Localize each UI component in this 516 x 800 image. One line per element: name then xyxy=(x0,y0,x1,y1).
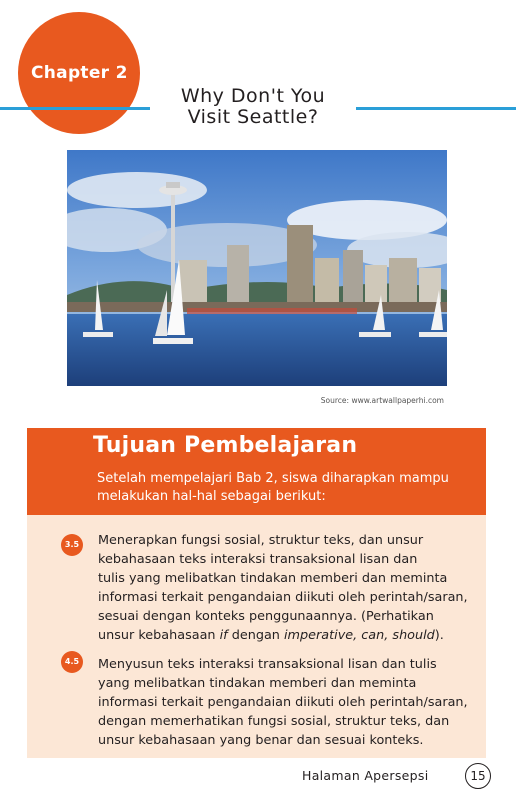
chapter-title-line2: Visit Seattle? xyxy=(187,106,319,128)
objective-line-emphasis: if xyxy=(219,628,228,643)
objectives-heading: Tujuan Pembelajaran xyxy=(93,433,358,458)
page-number: 15 xyxy=(465,763,491,789)
objective-item xyxy=(98,531,490,645)
objective-line: dengan memerhatikan fungsi sosial, struktur teks, dan xyxy=(98,714,450,729)
objective-line: informasi terkait pengandaian diikuti oleh perintah/saran, xyxy=(98,590,468,605)
chapter-title-line1: Why Don't You xyxy=(180,85,326,107)
objective-line-text: unsur kebahasaan xyxy=(98,628,220,643)
chapter-title xyxy=(150,86,356,128)
chapter-label: Chapter 2 xyxy=(31,63,128,83)
objectives-intro xyxy=(97,470,477,506)
objective-line: tulis yang melibatkan tindakan memberi dan meminta xyxy=(98,571,448,586)
objective-line: kebahasaan teks interaksi transaksional lisan dan xyxy=(98,552,418,567)
title-rule-left xyxy=(0,107,150,110)
objectives-intro-line2: melakukan hal-hal sebagai berikut: xyxy=(97,489,326,504)
objective-line: informasi terkait pengandaian diikuti oleh perintah/saran, xyxy=(98,695,468,710)
objectives-intro-line1: Setelah mempelajari Bab 2, siswa diharapkan mampu xyxy=(97,471,449,486)
photo-source: Source: www.artwallpaperhi.com xyxy=(320,396,444,405)
objective-line: sesuai dengan konteks penggunaannya. (Perhatikan xyxy=(98,609,434,624)
objective-line-text: dengan xyxy=(227,628,284,643)
objective-line-text: ). xyxy=(434,628,444,643)
footer-section-label: Halaman Apersepsi xyxy=(302,768,429,783)
objective-number-badge: 4.5 xyxy=(61,651,83,673)
objective-item xyxy=(98,655,490,750)
objective-line: Menerapkan fungsi sosial, struktur teks, dan unsur xyxy=(98,533,424,548)
seattle-photo xyxy=(67,150,447,386)
objective-line: unsur kebahasaan yang benar dan sesuai konteks. xyxy=(98,733,424,748)
objective-line: Menyusun teks interaksi transaksional lisan dan tulis xyxy=(98,657,437,672)
title-rule-right xyxy=(356,107,516,110)
objective-line-emphasis: imperative, can, should xyxy=(284,628,435,643)
objective-number-badge: 3.5 xyxy=(61,534,83,556)
objective-line xyxy=(98,626,490,645)
objective-line: yang melibatkan tindakan memberi dan meminta xyxy=(98,676,417,691)
